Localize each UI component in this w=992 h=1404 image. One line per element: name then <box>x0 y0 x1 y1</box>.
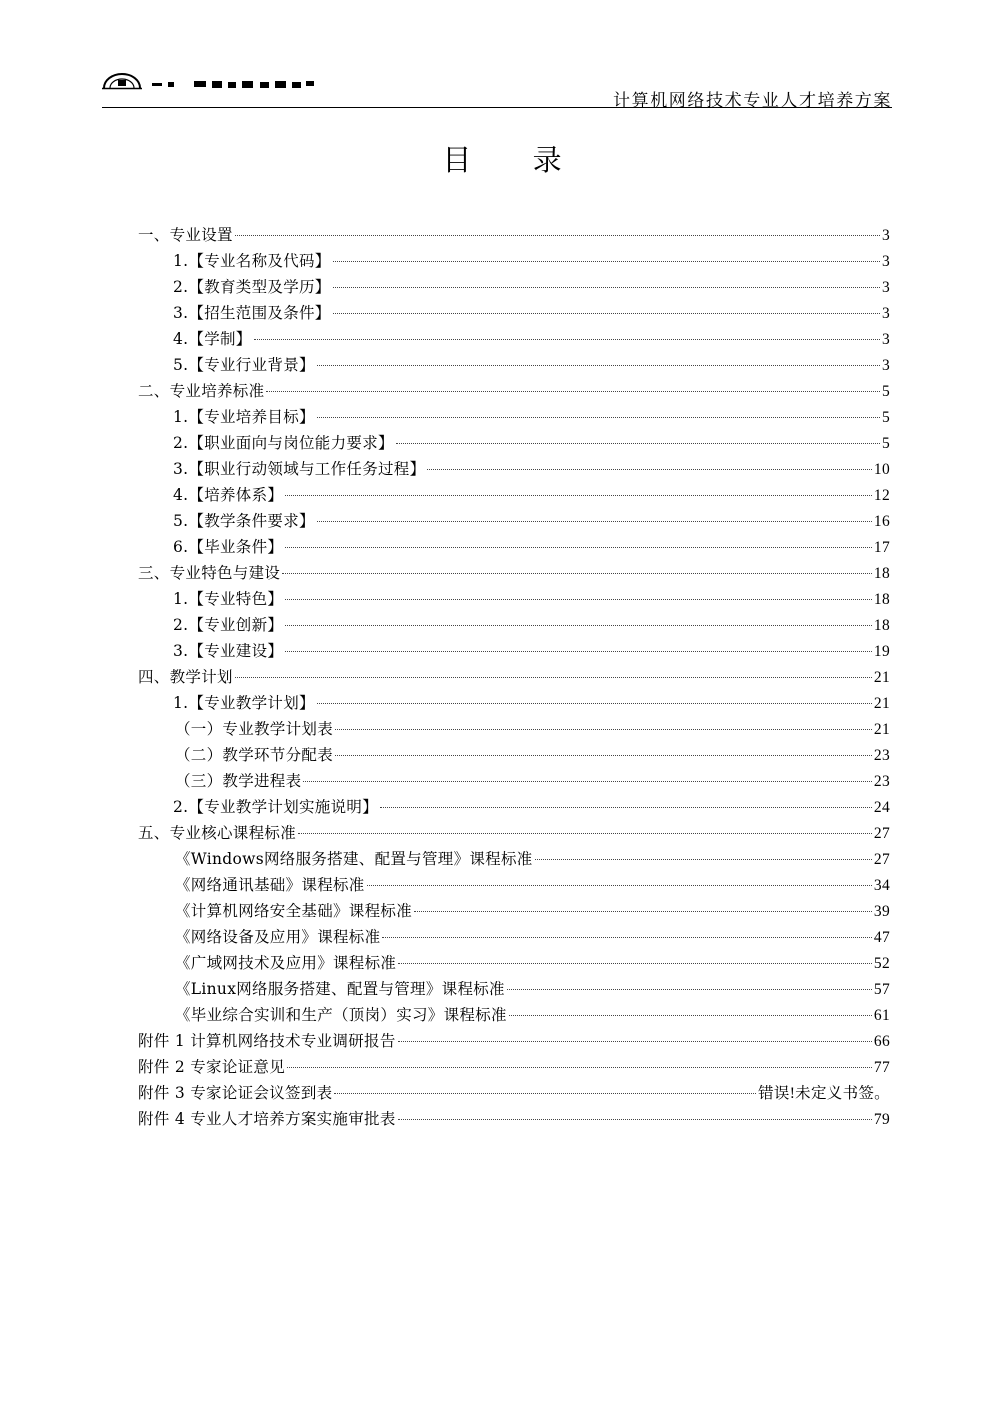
toc-entry-title[interactable]: 2.【教育类型及学历】 <box>173 278 331 296</box>
toc-entry[interactable] <box>138 300 890 326</box>
toc-entry-title[interactable]: 附件 3 专家论证会议签到表 <box>138 1084 333 1102</box>
toc-dot-leader <box>235 677 872 678</box>
header-divider <box>102 107 892 108</box>
toc-entry-title[interactable]: 6.【毕业条件】 <box>173 538 284 556</box>
toc-dot-leader <box>282 573 872 574</box>
toc-page-number[interactable]: 47 <box>873 929 890 946</box>
toc-dot-leader <box>317 703 872 704</box>
table-of-contents <box>138 222 890 1132</box>
toc-dot-leader <box>335 729 872 730</box>
toc-entry[interactable] <box>138 222 890 248</box>
toc-page-number[interactable]: 21 <box>873 695 890 712</box>
toc-dot-leader <box>509 1015 872 1016</box>
toc-dot-leader <box>303 781 871 782</box>
toc-entry[interactable] <box>138 1002 890 1028</box>
school-name-logo <box>148 78 318 92</box>
toc-page-number[interactable]: 3 <box>881 253 890 270</box>
toc-dot-leader <box>317 417 880 418</box>
toc-entry[interactable] <box>138 638 890 664</box>
toc-page-number[interactable]: 3 <box>881 279 890 296</box>
toc-page-number[interactable]: 27 <box>873 825 890 842</box>
toc-entry-title[interactable]: 5.【专业行业背景】 <box>173 356 315 374</box>
toc-entry[interactable] <box>138 690 890 716</box>
toc-page-number[interactable]: 79 <box>873 1111 890 1128</box>
toc-dot-leader <box>285 599 872 600</box>
toc-entry[interactable] <box>138 586 890 612</box>
toc-dot-leader <box>507 989 872 990</box>
toc-entry[interactable] <box>138 820 890 846</box>
toc-entry[interactable] <box>138 924 890 950</box>
toc-entry[interactable] <box>138 456 890 482</box>
toc-page-number[interactable]: 19 <box>873 643 890 660</box>
toc-page-number[interactable]: 57 <box>873 981 890 998</box>
toc-entry[interactable] <box>138 846 890 872</box>
toc-page-number[interactable]: 10 <box>873 461 890 478</box>
toc-entry-title[interactable]: 二、专业培养标准 <box>138 382 265 400</box>
toc-dot-leader <box>285 495 872 496</box>
toc-page-number[interactable]: 3 <box>881 227 890 244</box>
toc-entry[interactable] <box>138 534 890 560</box>
toc-dot-leader <box>535 859 872 860</box>
toc-entry[interactable] <box>138 872 890 898</box>
toc-page-number[interactable]: 34 <box>873 877 890 894</box>
toc-dot-leader <box>367 885 872 886</box>
toc-dot-leader <box>333 313 880 314</box>
toc-dot-leader <box>382 937 871 938</box>
toc-entry-title[interactable]: 《Windows网络服务搭建、配置与管理》课程标准 <box>175 850 533 868</box>
toc-entry-title[interactable]: （二）教学环节分配表 <box>175 746 334 764</box>
toc-page-number[interactable]: 77 <box>873 1059 890 1076</box>
toc-entry-title[interactable]: 1.【专业培养目标】 <box>173 408 315 426</box>
toc-entry[interactable] <box>138 768 890 794</box>
toc-entry-title[interactable]: 4.【培养体系】 <box>173 486 284 504</box>
toc-entry-title[interactable]: 《网络通讯基础》课程标准 <box>175 876 365 894</box>
toc-entry-title[interactable]: 1.【专业名称及代码】 <box>173 252 331 270</box>
toc-entry-title[interactable]: 2.【专业教学计划实施说明】 <box>173 798 378 816</box>
toc-dot-leader <box>380 807 872 808</box>
toc-entry[interactable] <box>138 482 890 508</box>
toc-dot-leader <box>285 547 872 548</box>
toc-page-number[interactable]: 23 <box>873 773 890 790</box>
school-logo-icon <box>102 72 142 90</box>
toc-entry-title[interactable]: 2.【职业面向与岗位能力要求】 <box>173 434 394 452</box>
toc-entry-title[interactable]: 三、专业特色与建设 <box>138 564 281 582</box>
toc-entry-title[interactable]: 1.【专业特色】 <box>173 590 284 608</box>
toc-entry[interactable] <box>138 508 890 534</box>
toc-entry[interactable] <box>138 560 890 586</box>
toc-page-number[interactable]: 12 <box>873 487 890 504</box>
toc-dot-leader <box>333 261 880 262</box>
toc-page-number[interactable]: 5 <box>881 409 890 426</box>
toc-dot-leader <box>398 963 872 964</box>
toc-entry-title[interactable]: 一、专业设置 <box>138 226 233 244</box>
toc-dot-leader <box>427 469 872 470</box>
page-header <box>102 70 892 110</box>
toc-entry[interactable] <box>138 352 890 378</box>
toc-page-number[interactable]: 5 <box>881 383 890 400</box>
page-title: 目 录 <box>442 143 588 177</box>
toc-entry-title[interactable]: （一）专业教学计划表 <box>175 720 334 738</box>
toc-entry-title[interactable]: 《计算机网络安全基础》课程标准 <box>175 902 413 920</box>
toc-entry-title[interactable]: 5.【教学条件要求】 <box>173 512 315 530</box>
toc-dot-leader <box>398 1119 872 1120</box>
toc-entry[interactable] <box>138 430 890 456</box>
toc-entry-title[interactable]: 附件 4 专业人才培养方案实施审批表 <box>138 1110 396 1128</box>
toc-entry-title[interactable]: 2.【专业创新】 <box>173 616 284 634</box>
toc-page-number[interactable]: 61 <box>873 1007 890 1024</box>
toc-entry[interactable] <box>138 950 890 976</box>
toc-dot-leader <box>254 339 880 340</box>
toc-dot-leader <box>287 1067 872 1068</box>
toc-entry[interactable] <box>138 898 890 924</box>
toc-page-number[interactable]: 3 <box>881 305 890 322</box>
toc-entry[interactable] <box>138 976 890 1002</box>
toc-page-number[interactable]: 21 <box>873 721 890 738</box>
toc-entry[interactable] <box>138 1028 890 1054</box>
toc-page-number[interactable]: 3 <box>881 357 890 374</box>
toc-entry-title[interactable]: 4.【学制】 <box>173 330 252 348</box>
toc-entry-title[interactable]: 五、专业核心课程标准 <box>138 824 297 842</box>
toc-page-number[interactable]: 21 <box>873 669 890 686</box>
toc-dot-leader <box>398 1041 872 1042</box>
toc-page-number[interactable]: 23 <box>873 747 890 764</box>
toc-entry-title[interactable]: 四、教学计划 <box>138 668 233 686</box>
toc-page-number[interactable]: 39 <box>873 903 890 920</box>
toc-dot-leader <box>414 911 872 912</box>
toc-page-number[interactable]: 错误!未定义书签。 <box>758 1085 890 1102</box>
toc-entry[interactable] <box>138 1106 890 1132</box>
toc-dot-leader <box>285 625 872 626</box>
toc-dot-leader <box>235 235 880 236</box>
header-title: 计算机网络技术专业人才培养方案 <box>613 91 892 111</box>
toc-dot-leader <box>333 287 880 288</box>
toc-entry[interactable] <box>138 1080 890 1106</box>
toc-page-number[interactable]: 27 <box>873 851 890 868</box>
toc-entry[interactable] <box>138 716 890 742</box>
toc-page-number[interactable]: 18 <box>873 617 890 634</box>
toc-page-number[interactable]: 3 <box>881 331 890 348</box>
toc-dot-leader <box>285 651 872 652</box>
toc-dot-leader <box>317 365 880 366</box>
toc-entry-title[interactable]: 《Linux网络服务搭建、配置与管理》课程标准 <box>175 980 505 998</box>
toc-entry[interactable] <box>138 404 890 430</box>
toc-entry[interactable] <box>138 1054 890 1080</box>
toc-entry-title[interactable]: 附件 2 专家论证意见 <box>138 1058 286 1076</box>
toc-page-number[interactable]: 5 <box>881 435 890 452</box>
toc-page-number[interactable]: 17 <box>873 539 890 556</box>
toc-entry-title[interactable]: 3.【专业建设】 <box>173 642 284 660</box>
toc-entry-title[interactable]: 3.【职业行动领域与工作任务过程】 <box>173 460 426 478</box>
toc-page-number[interactable]: 52 <box>873 955 890 972</box>
toc-dot-leader <box>335 755 872 756</box>
toc-entry-title[interactable]: 1.【专业教学计划】 <box>173 694 315 712</box>
toc-dot-leader <box>396 443 880 444</box>
toc-entry[interactable] <box>138 664 890 690</box>
toc-entry-title[interactable]: 附件 1 计算机网络技术专业调研报告 <box>138 1032 396 1050</box>
toc-entry[interactable] <box>138 612 890 638</box>
toc-entry[interactable] <box>138 326 890 352</box>
toc-entry-title[interactable]: 《网络设备及应用》课程标准 <box>175 928 381 946</box>
toc-entry-title[interactable]: 《广域网技术及应用》课程标准 <box>175 954 397 972</box>
toc-entry[interactable] <box>138 742 890 768</box>
toc-entry-title[interactable]: 《毕业综合实训和生产（顶岗）实习》课程标准 <box>175 1006 507 1024</box>
toc-dot-leader <box>298 833 872 834</box>
toc-entry-title[interactable]: 3.【招生范围及条件】 <box>173 304 331 322</box>
toc-dot-leader <box>334 1093 756 1094</box>
toc-entry[interactable] <box>138 378 890 404</box>
toc-dot-leader <box>266 391 880 392</box>
toc-page-number[interactable]: 16 <box>873 513 890 530</box>
toc-dot-leader <box>317 521 872 522</box>
toc-entry-title[interactable]: （三）教学进程表 <box>175 772 302 790</box>
toc-page-number[interactable]: 18 <box>873 591 890 608</box>
toc-page-number[interactable]: 66 <box>873 1033 890 1050</box>
toc-page-number[interactable]: 24 <box>873 799 890 816</box>
toc-entry[interactable] <box>138 248 890 274</box>
toc-entry[interactable] <box>138 794 890 820</box>
toc-page-number[interactable]: 18 <box>873 565 890 582</box>
toc-entry[interactable] <box>138 274 890 300</box>
